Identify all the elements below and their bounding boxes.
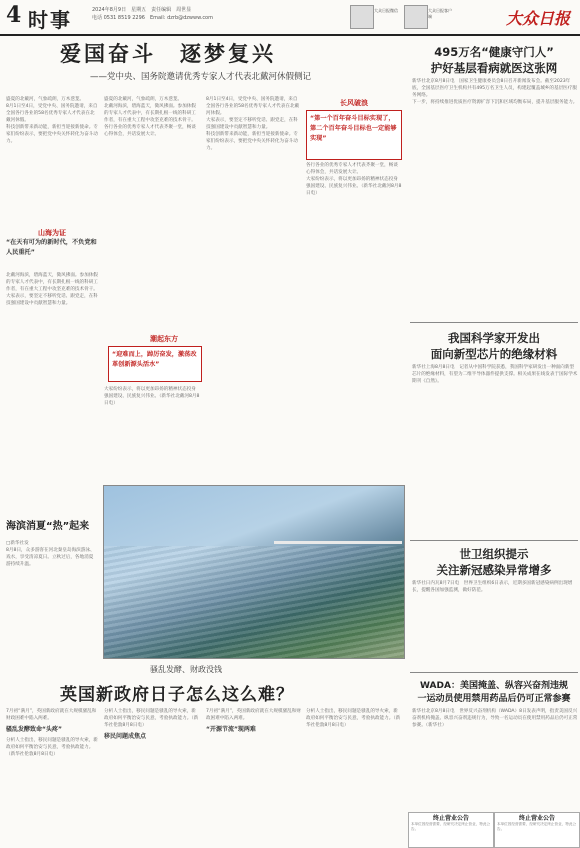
lead-column-4: 各行各业的优秀专家人才代表齐聚一堂，畅谈心得体会，共话发展大计。 大家纷纷表示，将以更加昂扬的精神状态投身强国建设、民族复兴伟业。（新华社北戴河8月8日电） bbox=[306, 163, 402, 196]
article-4-body: 新华社北京8月8日电 世界反兴奋剂机构（WADA）8日发表声明，指责美国反兴奋剂机构掩盖、纵容兴奋剂违规行为，导致一名运动员在使用禁用药品后仍可正常参赛。（新华社） bbox=[412, 709, 578, 728]
notice-box bbox=[494, 812, 580, 848]
photo-caption bbox=[6, 520, 96, 600]
lead-column-1: 盛夏的北戴河，气象疏朗，万木葱茏。 8月1日至4日，受党中央、国务院邀请，来自全国各行各业的58名优秀专家人才代表在北戴河休假。 科技创新带来新动能，新担当迎接新使命。专家们纷纷表示，要把党中央关怀转化为奋斗动力。 bbox=[6, 97, 98, 144]
qr1-label: 大众日报微信 bbox=[374, 8, 398, 13]
qr2-label: 大众日报客户端 bbox=[428, 8, 452, 19]
section-heading: 潮起东方 bbox=[150, 335, 178, 343]
article-2-body: 新华社上海8月8日电 记者从中国科学院获悉，我国科学家研发出一种面向新型芯片的绝缘材料，有望为二维半导体器件提供支撑。相关成果在线发表于国际学术期刊《自然》。 bbox=[412, 365, 578, 384]
pier bbox=[274, 541, 402, 544]
divider bbox=[410, 540, 578, 541]
notice-body: 本单位因经营需要，经研究决定终止营业，特此公告。 bbox=[497, 822, 577, 831]
lead-subtitle: ——党中央、国务院邀请优秀专家人才代表北戴河休假侧记 bbox=[90, 72, 312, 82]
beach-photo bbox=[103, 485, 405, 659]
uk-column-3: 7月初“满月”，英国新政府就在大规模骚乱和财政困难中陷入两难。 “开源节流”现两难 bbox=[206, 709, 301, 733]
lead-headline: 爱国奋斗 逐梦复兴 bbox=[60, 42, 276, 66]
uk-headline: 英国新政府日子怎么这么难？ bbox=[60, 685, 294, 705]
uk-kicker: 骚乱发酵、财政没钱 bbox=[150, 665, 222, 674]
lead-column-2: 盛夏的北戴河，气象疏朗，万木葱茏。 北戴河海滨，碧海蓝天，微风拂面。参加休假的专家人才代表中，有长期扎根一线的科研工作者，有在重大工程中攻坚克难的技术骨干。 各行各业的优秀专家人才代表齐聚一堂，畅谈心得体会，共话发展大计。 bbox=[104, 97, 196, 137]
notice-title: 终止营业公告 bbox=[518, 815, 555, 822]
notices-area bbox=[408, 812, 580, 846]
photo-title: 海滨消夏“热”起来 bbox=[6, 521, 90, 532]
article-2-title: 我国科学家开发出 面向新型芯片的绝缘材料 bbox=[430, 331, 558, 361]
section-quote: “第一个百年奋斗目标实现了，第二个百年奋斗目标也一定能够实现” bbox=[310, 115, 397, 142]
photo-caption-body: □新华社发 8月8日，众多游客在河北秦皇岛海滨游泳、戏水，享受清凉夏日。立秋过后，各地消夏游持续升温。 bbox=[6, 541, 95, 567]
lead-column-1b: 北戴河海滨，碧海蓝天，微风拂面。参加休假的专家人才代表中，有长期扎根一线的科研工作者，有在重大工程中攻坚克难的技术骨干。 大家表示，要坚定不移听党话、跟党走，在科技强国建设中贡献智慧和力量。 bbox=[6, 273, 98, 306]
uk-column-1: 7月初“满月”，英国新政府就在大规模骚乱和财政困难中陷入两难。 骚乱发酵致命“头疼” 分析人士指出，移民问题是骚乱的导火索，新政府如何平衡治安与民意，考验执政能力。（新华社伦敦8月8日电） bbox=[6, 709, 98, 757]
page-header bbox=[0, 0, 580, 36]
qr-code-icon bbox=[350, 5, 374, 29]
qr-code-icon bbox=[404, 5, 428, 29]
section-heading: 长风破浪 bbox=[340, 99, 368, 107]
issue-meta: 2024年8月9日 星期五 责任编辑 周世显 电话 0531 8519 2296 Email: dzrb@dzwww.com bbox=[92, 7, 213, 21]
notice-title: 终止营业公告 bbox=[432, 815, 469, 822]
page-number: 4 bbox=[6, 2, 22, 28]
article-1-body: 新华社北京8月8日电 国家卫生健康委员会8日召开新闻发布会。截至2023年底，全国基层医疗卫生机构共有495万名卫生人员，构建起覆盖城乡的基层医疗服务网络。 下一步，将持续推进优质医疗资源扩容下沉和区域均衡布局，提升基层服务能力。 bbox=[412, 79, 578, 105]
article-1-title: 495万名“健康守门人” 护好基层看病就医这张网 bbox=[430, 45, 558, 75]
uk-subhead-3: “开源节流”现两难 bbox=[206, 726, 256, 733]
quote-box-3 bbox=[108, 346, 202, 382]
article-3-body: 新华社日内瓦8月7日电 世界卫生组织6日表示，近期多国新冠感染病例出现增长，提醒各国加强监测，做好防范。 bbox=[412, 581, 573, 593]
uk-subhead-1: 骚乱发酵致命“头疼” bbox=[6, 726, 62, 733]
notice-box bbox=[408, 812, 494, 848]
article-3-title: 世卫组织提示 关注新冠感染异常增多 bbox=[436, 547, 552, 577]
section-heading: 山海为证 bbox=[38, 229, 66, 237]
divider bbox=[410, 672, 578, 673]
lead-column-2b: 大家纷纷表示，将以更加昂扬的精神状态投身强国建设、民族复兴伟业。（新华社北戴河8月8日电） bbox=[104, 387, 200, 406]
newspaper-logo: 大众日报 bbox=[505, 9, 570, 28]
divider bbox=[410, 322, 578, 323]
uk-column-4: 分析人士指出，移民问题是骚乱的导火索，新政府如何平衡治安与民意，考验执政能力。（新华社伦敦8月8日电） bbox=[306, 709, 401, 728]
quote-box-2 bbox=[306, 110, 402, 160]
notice-body: 本单位因经营需要，经研究决定终止营业，特此公告。 bbox=[411, 822, 491, 831]
section-title: 时事 bbox=[28, 8, 72, 32]
lead-column-3: 8月1日至4日，受党中央、国务院邀请，来自全国各行各业的58名优秀专家人才代表在北戴河休假。 大家表示，要坚定不移听党话、跟党走，在科技强国建设中贡献智慧和力量。 科技创新带来新动能，新担当迎接新使命。专家们纷纷表示，要把党中央关怀转化为奋斗动力。 bbox=[206, 97, 300, 151]
section-quote: “迎难而上，踔厉奋发，激荡改革创新源头活水” bbox=[112, 351, 197, 368]
uk-column-2: 分析人士指出，移民问题是骚乱的导火索，新政府如何平衡治安与民意，考验执政能力。（新华社伦敦8月8日电） 移民问题成焦点 bbox=[104, 709, 199, 740]
sea-area bbox=[104, 546, 404, 658]
section-quote: “在天有可为的新时代，不负党和人民重托” bbox=[6, 239, 97, 256]
article-4-title: WADA：美国掩盖、纵容兴奋剂违规 一运动员使用禁用药品后仍可正常参赛 bbox=[417, 681, 571, 704]
section-box-1 bbox=[6, 228, 98, 266]
uk-subhead-2: 移民问题成焦点 bbox=[104, 733, 147, 740]
